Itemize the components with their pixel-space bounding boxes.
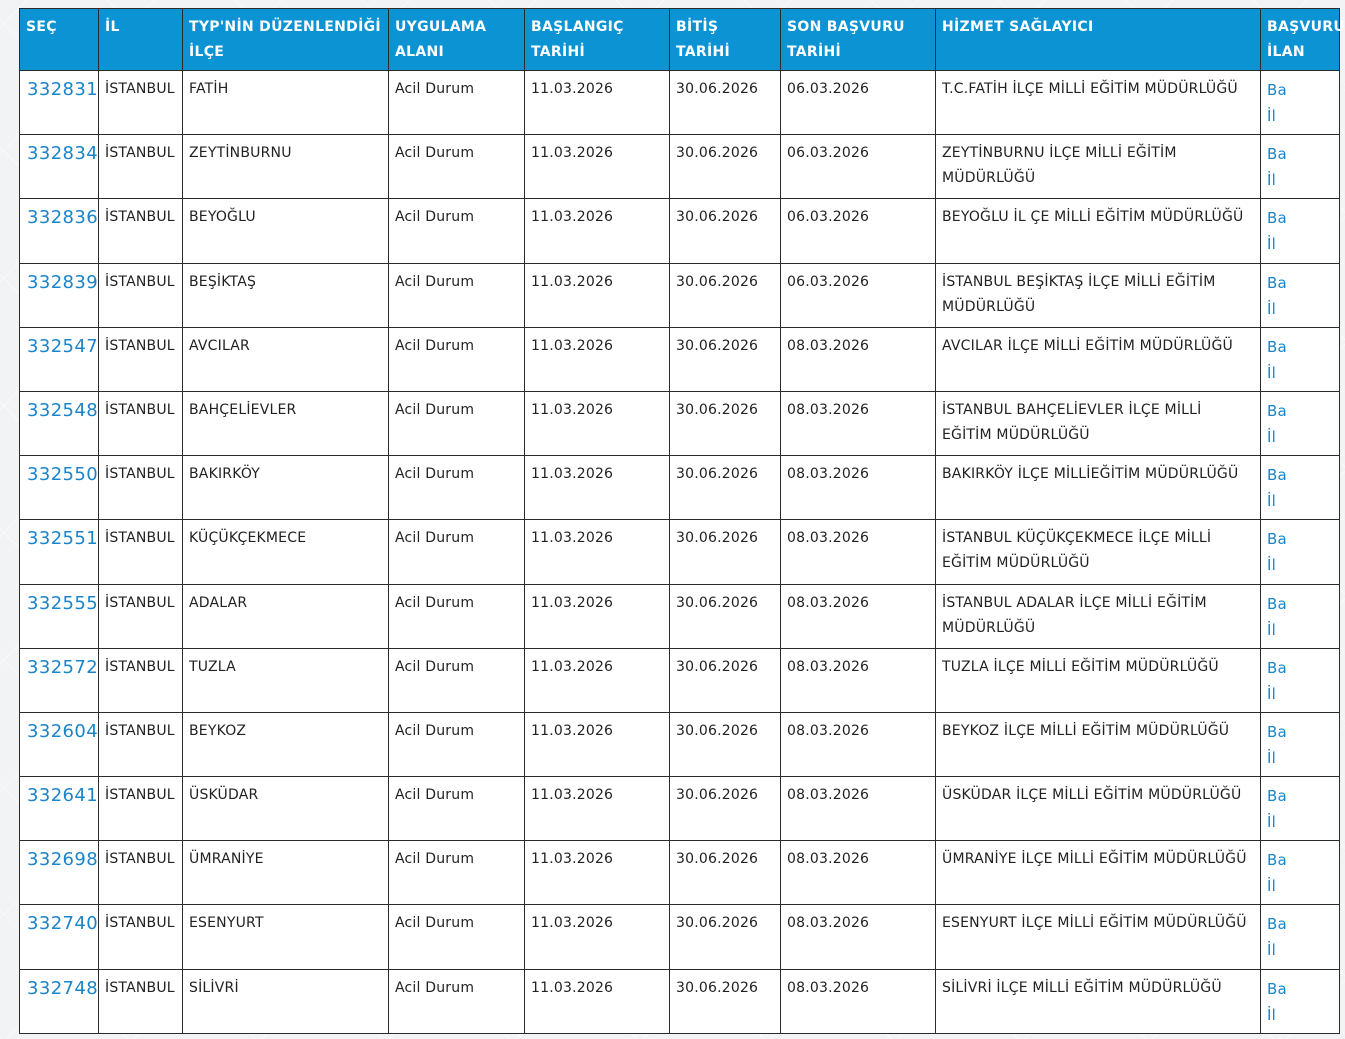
cell-uygulama-alani: Acil Durum — [389, 777, 525, 841]
apply-link[interactable]: Ba — [1267, 851, 1287, 870]
cell-baslangic-tarihi: 11.03.2026 — [525, 584, 670, 648]
cell-sec — [20, 520, 99, 584]
cell-sec — [20, 456, 99, 520]
select-listing-link[interactable]: 332740 — [27, 913, 99, 935]
cell-bitis-tarihi: 30.06.2026 — [670, 391, 781, 455]
cell-il: İSTANBUL — [99, 327, 183, 391]
apply-link[interactable]: Ba — [1267, 594, 1287, 613]
apply-link[interactable]: Ba — [1267, 915, 1287, 934]
cell-bitis-tarihi: 30.06.2026 — [670, 777, 781, 841]
listing-link[interactable]: İl — [1267, 748, 1276, 767]
cell-basvuru-ilan — [1261, 841, 1340, 905]
cell-son-basvuru-tarihi: 08.03.2026 — [781, 841, 936, 905]
table-row — [20, 263, 1340, 327]
select-listing-link[interactable]: 332836 — [27, 207, 99, 229]
cell-ilce: KÜÇÜKÇEKMECE — [183, 520, 389, 584]
table-row — [20, 391, 1340, 455]
listing-link[interactable]: İl — [1267, 941, 1276, 960]
select-listing-link[interactable]: 332547 — [27, 335, 99, 357]
cell-basvuru-ilan — [1261, 71, 1340, 135]
cell-ilce: BEYKOZ — [183, 712, 389, 776]
cell-baslangic-tarihi: 11.03.2026 — [525, 135, 670, 199]
listing-link[interactable]: İl — [1267, 684, 1276, 703]
cell-il: İSTANBUL — [99, 456, 183, 520]
cell-sec — [20, 841, 99, 905]
cell-ilce: BEYOĞLU — [183, 199, 389, 263]
select-listing-link[interactable]: 332572 — [27, 656, 99, 678]
cell-ilce: ÜMRANİYE — [183, 841, 389, 905]
cell-son-basvuru-tarihi: 06.03.2026 — [781, 135, 936, 199]
cell-baslangic-tarihi: 11.03.2026 — [525, 648, 670, 712]
cell-uygulama-alani: Acil Durum — [389, 263, 525, 327]
select-listing-link[interactable]: 332550 — [27, 464, 99, 486]
cell-bitis-tarihi: 30.06.2026 — [670, 648, 781, 712]
cell-uygulama-alani: Acil Durum — [389, 199, 525, 263]
header-basvuru-ilan[interactable]: BAŞVURU İLAN — [1261, 9, 1340, 71]
table-row — [20, 712, 1340, 776]
apply-link[interactable]: Ba — [1267, 979, 1287, 998]
cell-ilce: ZEYTİNBURNU — [183, 135, 389, 199]
cell-son-basvuru-tarihi: 08.03.2026 — [781, 969, 936, 1033]
cell-basvuru-ilan — [1261, 263, 1340, 327]
cell-il: İSTANBUL — [99, 969, 183, 1033]
header-baslangic-tarihi[interactable]: BAŞLANGIÇ TARİHİ — [525, 9, 670, 71]
cell-basvuru-ilan — [1261, 584, 1340, 648]
cell-hizmet-saglayici: ESENYURT İLÇE MİLLİ EĞİTİM MÜDÜRLÜĞÜ — [936, 905, 1261, 969]
apply-link[interactable]: Ba — [1267, 209, 1287, 228]
cell-ilce: ÜSKÜDAR — [183, 777, 389, 841]
cell-hizmet-saglayici: TUZLA İLÇE MİLLİ EĞİTİM MÜDÜRLÜĞÜ — [936, 648, 1261, 712]
cell-il: İSTANBUL — [99, 263, 183, 327]
cell-bitis-tarihi: 30.06.2026 — [670, 71, 781, 135]
cell-ilce: BEŞİKTAŞ — [183, 263, 389, 327]
table-row — [20, 584, 1340, 648]
cell-il: İSTANBUL — [99, 135, 183, 199]
cell-son-basvuru-tarihi: 06.03.2026 — [781, 263, 936, 327]
cell-sec — [20, 584, 99, 648]
cell-hizmet-saglayici: ÜSKÜDAR İLÇE MİLLİ EĞİTİM MÜDÜRLÜĞÜ — [936, 777, 1261, 841]
apply-link[interactable]: Ba — [1267, 722, 1287, 741]
cell-hizmet-saglayici: T.C.FATİH İLÇE MİLLİ EĞİTİM MÜDÜRLÜĞÜ — [936, 71, 1261, 135]
listing-link[interactable]: İl — [1267, 427, 1276, 446]
apply-link[interactable]: Ba — [1267, 81, 1287, 99]
cell-hizmet-saglayici: BEYOĞLU İL ÇE MİLLİ EĞİTİM MÜDÜRLÜĞÜ — [936, 199, 1261, 263]
cell-uygulama-alani: Acil Durum — [389, 71, 525, 135]
listing-link[interactable]: İl — [1267, 299, 1276, 318]
cell-hizmet-saglayici: İSTANBUL BEŞİKTAŞ İLÇE MİLLİ EĞİTİM MÜDÜRLÜĞÜ — [936, 263, 1261, 327]
cell-sec — [20, 327, 99, 391]
header-hizmet-saglayici[interactable]: HİZMET SAĞLAYICI — [936, 9, 1261, 71]
cell-hizmet-saglayici: ZEYTİNBURNU İLÇE MİLLİ EĞİTİM MÜDÜRLÜĞÜ — [936, 135, 1261, 199]
cell-uygulama-alani: Acil Durum — [389, 648, 525, 712]
cell-hizmet-saglayici: AVCILAR İLÇE MİLLİ EĞİTİM MÜDÜRLÜĞÜ — [936, 327, 1261, 391]
cell-sec — [20, 71, 99, 135]
table-row — [20, 199, 1340, 263]
cell-basvuru-ilan — [1261, 456, 1340, 520]
job-listings-table-container — [19, 8, 1345, 1034]
table-row — [20, 71, 1340, 135]
cell-basvuru-ilan — [1261, 327, 1340, 391]
header-il[interactable]: İL — [99, 9, 183, 71]
cell-uygulama-alani: Acil Durum — [389, 456, 525, 520]
cell-il: İSTANBUL — [99, 71, 183, 135]
cell-il: İSTANBUL — [99, 584, 183, 648]
cell-sec — [20, 263, 99, 327]
cell-ilce: BAHÇELİEVLER — [183, 391, 389, 455]
select-listing-link[interactable]: 332555 — [27, 592, 99, 614]
select-listing-link[interactable]: 332604 — [27, 720, 99, 742]
listing-link[interactable]: İl — [1267, 1005, 1276, 1024]
select-listing-link[interactable]: 332641 — [27, 785, 99, 807]
cell-il: İSTANBUL — [99, 905, 183, 969]
select-listing-link[interactable]: 332831 — [27, 79, 99, 100]
cell-bitis-tarihi: 30.06.2026 — [670, 456, 781, 520]
cell-sec — [20, 391, 99, 455]
select-listing-link[interactable]: 332698 — [27, 849, 99, 871]
cell-bitis-tarihi: 30.06.2026 — [670, 199, 781, 263]
cell-baslangic-tarihi: 11.03.2026 — [525, 905, 670, 969]
apply-link[interactable]: Ba — [1267, 337, 1287, 356]
cell-sec — [20, 648, 99, 712]
cell-basvuru-ilan — [1261, 969, 1340, 1033]
cell-sec — [20, 969, 99, 1033]
cell-ilce: AVCILAR — [183, 327, 389, 391]
cell-baslangic-tarihi: 11.03.2026 — [525, 71, 670, 135]
cell-baslangic-tarihi: 11.03.2026 — [525, 391, 670, 455]
cell-sec — [20, 712, 99, 776]
header-uygulama-alani[interactable]: UYGULAMA ALANI — [389, 9, 525, 71]
table-body — [20, 71, 1340, 1034]
listing-link[interactable]: İl — [1267, 556, 1276, 575]
listing-link[interactable]: İl — [1267, 107, 1276, 125]
cell-ilce: TUZLA — [183, 648, 389, 712]
cell-il: İSTANBUL — [99, 777, 183, 841]
cell-sec — [20, 777, 99, 841]
listing-link[interactable]: İl — [1267, 171, 1276, 190]
cell-bitis-tarihi: 30.06.2026 — [670, 135, 781, 199]
apply-link[interactable]: Ba — [1267, 658, 1287, 677]
listing-link[interactable]: İl — [1267, 235, 1276, 254]
table-row — [20, 327, 1340, 391]
cell-uygulama-alani: Acil Durum — [389, 391, 525, 455]
header-ilce[interactable]: TYP'NİN DÜZENLENDİĞİ İLÇE — [183, 9, 389, 71]
cell-baslangic-tarihi: 11.03.2026 — [525, 969, 670, 1033]
table-row — [20, 456, 1340, 520]
cell-baslangic-tarihi: 11.03.2026 — [525, 777, 670, 841]
cell-uygulama-alani: Acil Durum — [389, 327, 525, 391]
table-row — [20, 841, 1340, 905]
select-listing-link[interactable]: 332834 — [27, 143, 99, 165]
cell-baslangic-tarihi: 11.03.2026 — [525, 456, 670, 520]
cell-sec — [20, 905, 99, 969]
cell-ilce: ESENYURT — [183, 905, 389, 969]
apply-link[interactable]: Ba — [1267, 530, 1287, 549]
select-listing-link[interactable]: 332748 — [27, 977, 99, 999]
cell-basvuru-ilan — [1261, 199, 1340, 263]
cell-bitis-tarihi: 30.06.2026 — [670, 584, 781, 648]
cell-hizmet-saglayici: SİLİVRİ İLÇE MİLLİ EĞİTİM MÜDÜRLÜĞÜ — [936, 969, 1261, 1033]
cell-uygulama-alani: Acil Durum — [389, 905, 525, 969]
cell-son-basvuru-tarihi: 08.03.2026 — [781, 648, 936, 712]
cell-basvuru-ilan — [1261, 135, 1340, 199]
cell-baslangic-tarihi: 11.03.2026 — [525, 327, 670, 391]
table-row — [20, 135, 1340, 199]
cell-son-basvuru-tarihi: 06.03.2026 — [781, 199, 936, 263]
select-listing-link[interactable]: 332551 — [27, 528, 99, 550]
cell-il: İSTANBUL — [99, 199, 183, 263]
cell-il: İSTANBUL — [99, 520, 183, 584]
listing-link[interactable]: İl — [1267, 620, 1276, 639]
header-son-basvuru-tarihi[interactable]: SON BAŞVURU TARİHİ — [781, 9, 936, 71]
cell-il: İSTANBUL — [99, 391, 183, 455]
cell-baslangic-tarihi: 11.03.2026 — [525, 199, 670, 263]
cell-basvuru-ilan — [1261, 905, 1340, 969]
cell-bitis-tarihi: 30.06.2026 — [670, 905, 781, 969]
select-listing-link[interactable]: 332839 — [27, 271, 99, 293]
cell-basvuru-ilan — [1261, 777, 1340, 841]
cell-son-basvuru-tarihi: 08.03.2026 — [781, 391, 936, 455]
cell-son-basvuru-tarihi: 08.03.2026 — [781, 456, 936, 520]
listing-link[interactable]: İl — [1267, 363, 1276, 382]
cell-basvuru-ilan — [1261, 391, 1340, 455]
cell-son-basvuru-tarihi: 08.03.2026 — [781, 777, 936, 841]
cell-sec — [20, 135, 99, 199]
cell-son-basvuru-tarihi: 08.03.2026 — [781, 584, 936, 648]
cell-son-basvuru-tarihi: 08.03.2026 — [781, 712, 936, 776]
cell-ilce: BAKIRKÖY — [183, 456, 389, 520]
job-listings-table — [19, 8, 1345, 1034]
cell-uygulama-alani: Acil Durum — [389, 712, 525, 776]
cell-il: İSTANBUL — [99, 648, 183, 712]
select-listing-link[interactable]: 332548 — [27, 399, 99, 421]
cell-baslangic-tarihi: 11.03.2026 — [525, 520, 670, 584]
cell-hizmet-saglayici: İSTANBUL BAHÇELİEVLER İLÇE MİLLİ EĞİTİM MÜDÜRLÜĞÜ — [936, 391, 1261, 455]
cell-uygulama-alani: Acil Durum — [389, 969, 525, 1033]
cell-bitis-tarihi: 30.06.2026 — [670, 969, 781, 1033]
cell-son-basvuru-tarihi: 08.03.2026 — [781, 327, 936, 391]
cell-hizmet-saglayici: ÜMRANİYE İLÇE MİLLİ EĞİTİM MÜDÜRLÜĞÜ — [936, 841, 1261, 905]
cell-son-basvuru-tarihi: 08.03.2026 — [781, 520, 936, 584]
cell-uygulama-alani: Acil Durum — [389, 584, 525, 648]
cell-baslangic-tarihi: 11.03.2026 — [525, 712, 670, 776]
cell-ilce: SİLİVRİ — [183, 969, 389, 1033]
cell-hizmet-saglayici: İSTANBUL ADALAR İLÇE MİLLİ EĞİTİM MÜDÜRLÜĞÜ — [936, 584, 1261, 648]
cell-hizmet-saglayici: İSTANBUL KÜÇÜKÇEKMECE İLÇE MİLLİ EĞİTİM MÜDÜRLÜĞÜ — [936, 520, 1261, 584]
cell-uygulama-alani: Acil Durum — [389, 841, 525, 905]
cell-basvuru-ilan — [1261, 520, 1340, 584]
apply-link[interactable]: Ba — [1267, 787, 1287, 806]
cell-bitis-tarihi: 30.06.2026 — [670, 327, 781, 391]
cell-uygulama-alani: Acil Durum — [389, 520, 525, 584]
cell-bitis-tarihi: 30.06.2026 — [670, 712, 781, 776]
cell-hizmet-saglayici: BAKIRKÖY İLÇE MİLLİEĞİTİM MÜDÜRLÜĞÜ — [936, 456, 1261, 520]
table-row — [20, 777, 1340, 841]
table-header-row — [20, 9, 1340, 71]
cell-il: İSTANBUL — [99, 841, 183, 905]
table-row — [20, 969, 1340, 1033]
apply-link[interactable]: Ba — [1267, 466, 1287, 485]
cell-il: İSTANBUL — [99, 712, 183, 776]
cell-sec — [20, 199, 99, 263]
cell-baslangic-tarihi: 11.03.2026 — [525, 841, 670, 905]
listing-link[interactable]: İl — [1267, 813, 1276, 832]
header-sec[interactable]: SEÇ — [20, 9, 99, 71]
cell-basvuru-ilan — [1261, 712, 1340, 776]
table-row — [20, 520, 1340, 584]
cell-baslangic-tarihi: 11.03.2026 — [525, 263, 670, 327]
cell-bitis-tarihi: 30.06.2026 — [670, 263, 781, 327]
header-bitis-tarihi[interactable]: BİTİŞ TARİHİ — [670, 9, 781, 71]
cell-bitis-tarihi: 30.06.2026 — [670, 520, 781, 584]
apply-link[interactable]: Ba — [1267, 401, 1287, 420]
cell-ilce: ADALAR — [183, 584, 389, 648]
table-row — [20, 905, 1340, 969]
cell-uygulama-alani: Acil Durum — [389, 135, 525, 199]
listing-link[interactable]: İl — [1267, 492, 1276, 511]
cell-hizmet-saglayici: BEYKOZ İLÇE MİLLİ EĞİTİM MÜDÜRLÜĞÜ — [936, 712, 1261, 776]
table-row — [20, 648, 1340, 712]
cell-son-basvuru-tarihi: 06.03.2026 — [781, 71, 936, 135]
apply-link[interactable]: Ba — [1267, 273, 1287, 292]
cell-basvuru-ilan — [1261, 648, 1340, 712]
cell-son-basvuru-tarihi: 08.03.2026 — [781, 905, 936, 969]
listing-link[interactable]: İl — [1267, 877, 1276, 896]
cell-ilce: FATİH — [183, 71, 389, 135]
cell-bitis-tarihi: 30.06.2026 — [670, 841, 781, 905]
apply-link[interactable]: Ba — [1267, 145, 1287, 164]
